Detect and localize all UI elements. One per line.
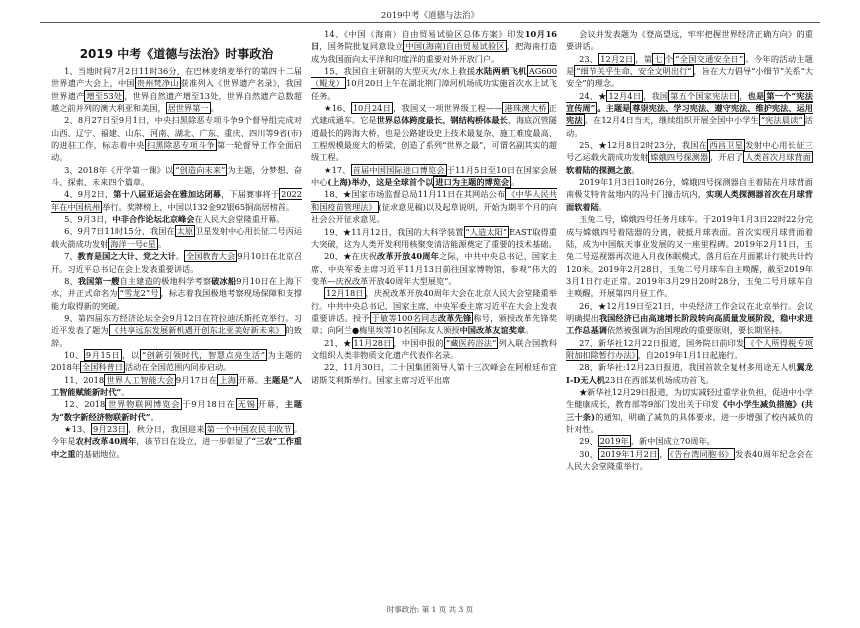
header-rule xyxy=(40,22,820,23)
boxed-term: 西昌卫星 xyxy=(709,140,744,151)
column-2-body xyxy=(311,28,557,386)
news-item: 30、 2019年1月2日 ， 《告台湾同胞书》 发表40周年纪念会在人民大会堂隆重举行。 xyxy=(566,448,813,472)
boxed-term: AG600（鲲龙） xyxy=(311,66,557,89)
news-item: ★13、 9月23日 ，秋分日，我国迎来 第一个中国农民丰收节 。今年是农村改革40周年，该节日在设立，进一步彰显了“三农”工作重中之重的基础地位。 xyxy=(51,423,302,459)
boxed-term: 七 xyxy=(654,53,663,64)
news-item: ★16、 10月24日 ，我国又一项世界级工程—— 港珠澳大桥 正式建成通车。它是世界总体跨度最长、钢结构桥体最长、海底沉管隧道最长的跨海大桥，也是公路建设史上技术最复杂、施工难度最高、工程规模最庞大的桥梁，创造了系列“世界之最”，可谓名副其实的超级工程。 xyxy=(311,103,557,163)
news-item: 11、2018 世界人工智能大会 9月17日在 上海 开幕。主题是“人工智能赋能新时代”。 xyxy=(51,374,302,397)
column-1-body xyxy=(51,65,302,460)
news-item: 21、★ 11月28日 ，中国申报的 “藏医药浴法” 列入联合国教科文组织人类非物质文化遗产代表作名录。 xyxy=(311,337,557,360)
news-item: 29、 2019年 ，新中国成立70周年。 xyxy=(579,436,715,447)
news-item: 玉兔二号，嫦娥四号任务月球车。于2019年1月3日22时22分完成与嫦娥四号着陆器的分离，驶抵月球表面。首次实现月球背面着陆，成为中国航天事业发展的又一座里程碑。2019年2月11日，玉兔二号巡视器再次进入月夜休眠模式，落月后在月面累计行驶共计约120米。2019年2月28日，玉兔二号月球车自主唤醒，截至2019年3月1日行走正常。2019年3月29日20时28分，玉兔二号月球车自主唤醒，开展第四月昼工作。 xyxy=(566,214,813,299)
news-item: 24、★ 12月4日 ，我国 第五个国家宪法日 ，也是 第一个“宪法宣传周” 。主题是 尊崇宪法、学习宪法、遵守宪法、维护宪法、运用宪法 。在12月4日当天，继续组织开展全国中小学生 “宪法晨读” 活动。 xyxy=(566,90,813,138)
boxed-term: 12月2日 xyxy=(600,53,634,64)
bold-term: “三农”工作重中之重 xyxy=(51,436,302,459)
news-item: 20、★在庆祝改革开放40周年之际，中共中央总书记、国家主席、中央军委主席习近平11月13日前往国家博物馆，参观“伟大的变革—庆祝改革开放40周年大型展览”。 xyxy=(311,251,557,286)
column-1 xyxy=(51,28,302,600)
boxed-term: 10月24日 xyxy=(352,103,392,114)
news-item: 15、我国自主研制的大型灭火/水上救援水陆两栖飞机 AG600（鲲龙） 10月20日上午在湖北荆门漳河机场成功实施首次水上试飞任务。 xyxy=(311,66,557,101)
bold-term: 也是 第一个“宪法宣传周” 。主题是 尊崇宪法、学习宪法、遵守宪法、维护宪法、运用宪法 xyxy=(566,90,813,126)
bold-term: 改革开放40周年 xyxy=(376,251,440,262)
boxed-term: 港珠澳大桥 xyxy=(504,103,547,114)
news-item: 14、《中国（海南）自由贸易试验区总体方案》印发10月16日，国务院批复同意设立 中国(海南)自由贸易试验区 ，把海南打造成为我国面向太平洋和印度洋的重要对外开放门户。 xyxy=(311,29,557,64)
boxed-term: 《告台湾同胞书》 xyxy=(669,448,734,459)
news-item: 23、 12月2日 ，第 七 个 “全国交通安全日” 。今年的活动主题是 “细节关乎生命、安全文明出行” ，旨在大力倡导“小细节”关系“大安全”的理念。 xyxy=(566,53,813,89)
news-item: 28、新华社:12月23日报道，我国首款全复材多用途无人机翼龙I-D无人机23日在西部某机场成功首飞。 xyxy=(566,362,813,385)
bold-term: (上海)举办，这是全球首个以 进口为主题的博览会 xyxy=(327,177,510,188)
bold-term: 中非合作论坛北京峰会 xyxy=(112,214,195,225)
boxed-term: “雪龙2”号 xyxy=(119,288,159,299)
boxed-term: 扫黑除恶专项斗争 xyxy=(146,140,216,151)
news-item: 25、★12月8日2时23分，我国在 西昌卫星 发射中心用长征三号乙运载火箭成功发射 嫦娥四号探测器 ，开启了 人类首次月球背面软着陆的探测之旅。 xyxy=(566,140,813,175)
boxed-term: 中国(海南)自由贸易试验区 xyxy=(405,41,505,52)
boxed-term: 于敏等100名同志改革先锋 xyxy=(371,312,472,323)
news-item: 5、9月3日，中非合作论坛北京峰会在人民大会堂隆重开幕。 xyxy=(64,214,285,225)
boxed-term: 上海 xyxy=(219,374,237,385)
news-item: ★新华社12月29日报道，为切实减轻过重学业负担，促进中小学生健康成长，教育部等9部门发出关于印发《中小学生减负措施》(共三十条)的通知，明确了减负的具体要求，进一步增强了校内减负的针对性。 xyxy=(566,386,813,434)
news-item: 4、9月2日，第十八届亚运会在雅加达闭幕，下届赛事将于 2022年在中国杭州 举行。奖牌榜上，中国以132金92银65铜高居榜首。 xyxy=(51,189,302,212)
boxed-term: 全国科普日 xyxy=(82,362,123,373)
boxed-term: 9月23日 xyxy=(93,423,127,434)
news-item: 会议并发表题为《登高望远，牢牢把握世界经济正确方向》的重要讲话。 xyxy=(566,29,813,52)
news-item: 1、当地时间7月2日11时36分，在巴林麦纳麦举行的第四十二届世界遗产大会上，中国 贵州梵净山 获准列入《世界遗产名录》，我国世界遗产 增至53处 ，世界自然遗产增至13处，世界自然遗产总数超越之前并列的澳大利亚和美国， 居世界第一 。 xyxy=(51,66,302,114)
boxed-term: 12月18日 xyxy=(326,288,364,299)
boxed-term: 无锡 xyxy=(237,399,256,410)
bold-term: 我国第一艘 xyxy=(77,275,120,286)
news-item: 26、★12月19日至21日，中央经济工作会议在北京举行。会议明确提出我国经济已由高速增长阶段转向高质量发展阶段，稳中求进工作总基调依然被强调为治国理政的重要原则，要长期坚持。 xyxy=(566,300,813,336)
boxed-term: “创新引领时代，智慧点亮生活” xyxy=(141,349,265,360)
boxed-term: 《个人所得税专项附加扣除暂行办法》 xyxy=(566,337,813,360)
bold-term: 改革先锋 xyxy=(437,312,472,323)
news-item: 9、第四届东方经济论坛全会9月12日在符拉迪沃斯托克举行。习近平发表了题为 《共享远东发展新机遇开创东北亚美好新未来》 的致辞。 xyxy=(51,312,302,348)
bold-term: 翼龙I-D无人机 xyxy=(566,362,813,385)
bold-term: 第十八届亚运会在雅加达闭幕 xyxy=(113,189,222,200)
boxed-term: 第一个中国农民丰收节 xyxy=(206,423,292,434)
boxed-term: 世界人工智能大会 xyxy=(106,374,174,385)
boxed-term: 居世界第一 xyxy=(167,103,209,114)
document-title: 2019 中考《道德与法治》时事政治 xyxy=(79,47,274,61)
news-item: 19、★11月12日，我国的大科学装置 “人造太阳” EAST取得重大突破，这为人类开发利用核聚变清洁能源奠定了重要的技术基础。 xyxy=(311,226,557,249)
boxed-term: 太原 xyxy=(176,226,194,237)
bold-term: 10月16日 xyxy=(311,29,557,52)
boxed-term: 贵州梵净山 xyxy=(136,78,179,89)
boxed-term: “全国交通安全日” xyxy=(675,53,744,64)
news-item: 7、教育是国之大计、党之大计。 全国教育大会 9月10日在北京召开。习近平总书记在会上发表重要讲话。 xyxy=(51,251,302,274)
boxed-term: 11月28日 xyxy=(353,337,392,348)
boxed-term: 海洋一号c星 xyxy=(110,238,156,249)
boxed-term: “宪法晨读” xyxy=(760,115,803,126)
boxed-term: “人造太阳” xyxy=(465,226,508,237)
boxed-term: “创造向未来” xyxy=(175,164,226,175)
news-item: 10、 9月15日 ，以 “创新引领时代，智慧点亮生活” 为主题的2018年 全国科普日 活动在全国范围内同步启动。 xyxy=(51,349,302,373)
column-2 xyxy=(311,28,557,600)
bold-term: 《中小学生减负措施》(共三十条) xyxy=(566,399,813,422)
news-item: 3、2018年《开学第一课》以 “创造向未来” 为主题，分梦想、奋斗、探索、未来四个篇章。 xyxy=(51,164,302,188)
boxed-term: 增至53处 xyxy=(86,90,123,101)
column-3-body xyxy=(566,28,813,472)
page-header: 2019中考《道德与法治》 xyxy=(380,11,480,21)
bold-term: 教育是国之大计、党之大计 xyxy=(77,251,176,262)
boxed-term: 进口为主题的博览会 xyxy=(435,177,510,188)
boxed-term: 首届中国国际进口博览会 xyxy=(352,164,445,175)
boxed-term: 2019年 xyxy=(599,436,629,447)
boxed-term: 世界物联网博览会 xyxy=(107,399,181,410)
news-item: 22、11月30日，二十国集团领导人第十三次峰会在阿根廷布宜诺斯艾利斯举行。国家主席习近平出席 xyxy=(311,362,557,385)
bold-term: 中国改革友谊奖章 xyxy=(459,325,526,336)
news-item: ★17、 首届中国国际进口博览会 于11月5日至10日在国家会展中心(上海)举办，这是全球首个以 进口为主题的博览会 。 xyxy=(311,164,557,188)
boxed-term: 《中华人民共和国疫苗管理法》 xyxy=(311,189,557,212)
bold-term: 水陆两栖飞机 xyxy=(475,66,527,77)
bold-term: 主题是“人工智能赋能新时代” xyxy=(51,374,302,397)
bold-term: 农村改革40周年 xyxy=(75,436,137,447)
boxed-term: 嫦娥四号探测器 xyxy=(650,152,709,163)
column-3 xyxy=(566,28,813,600)
news-item: 2019年1月3日10时26分，嫦娥四号探测器自主着陆在月球背面南极艾特肯盆地内的冯卡门撞击坑内，实现人类探测器首次在月球背面软着陆。 xyxy=(566,177,813,212)
bold-term: 我国经济已由高速增长阶段转向高质量发展阶段，稳中求进工作总基调 xyxy=(566,312,813,336)
boxed-term: 全国教育大会 xyxy=(186,251,236,262)
page-footer: 时事政治: 第 1 页 共 3 页 xyxy=(386,605,474,614)
news-item: 6、9月7日11时15分，我国在 太原 卫星发射中心用长征二号丙运载火箭成功发射 海洋一号c星 。 xyxy=(51,226,302,249)
news-item: 2、8月27日至9月1日，中央扫黑除恶专项斗争9个督导组完成对山西、辽宁、福建、山东、河南、湖北、广东、重庆、四川等9省(市)的进驻工作，标志着中央 扫黑除恶专项斗争 第一轮督导工作全面启动。 xyxy=(51,115,302,163)
bold-term: 世界总体跨度最长、钢结构桥体最长 xyxy=(376,115,508,126)
boxed-term: “细节关乎生命、安全文明出行” xyxy=(576,66,692,77)
bold-term: 实现人类探测器首次在月球背面软着陆 xyxy=(566,189,813,212)
news-item: 27、新华社12月22日报道，国务院日前印发 《个人所得税专项附加扣除暂行办法》 ，自2019年1月1日起施行。 xyxy=(566,337,813,360)
bold-term: 主题为“数字新经济物联新时代” xyxy=(51,399,302,422)
bold-term: 破冰船 xyxy=(211,275,237,286)
boxed-term: 《共享远东发展新机遇开创东北亚美好新未来》 xyxy=(110,325,284,336)
boxed-term: 2019年1月2日 xyxy=(600,448,658,459)
news-item: 8、我国第一艘自主建造的极地科学考察破冰船9月10日在上海下水，并正式命名为 “雪龙2”号 ，标志着我国极地考察现场保障和支撑能力取得新的突破。 xyxy=(51,275,302,311)
boxed-term: 人类首次月球背面 xyxy=(745,152,811,163)
bold-term: 软着陆的探测之旅 xyxy=(566,164,632,175)
boxed-term: 2022年在中国杭州 xyxy=(51,189,302,212)
news-item: 12月18日 ，庆祝改革开放40周年大会在北京人民大会堂隆重举行。中共中央总书记、国家主席、中央军委主席习近平在大会上发表重要讲话。授予 于敏等100名同志改革先锋 称号，颁授改革先锋奖章；向阿兰●梅里埃等10名国际友人颁授中国改革友谊奖章。 xyxy=(311,288,557,336)
boxed-term: “藏医药浴法” xyxy=(445,337,497,348)
news-item: 12、2018 世界物联网博览会 于9月18日在 无锡 开幕，主题为“数字新经济物联新时代”。 xyxy=(51,399,302,422)
boxed-term: 12月4日 xyxy=(608,90,642,101)
boxed-term: 9月15日 xyxy=(85,349,121,360)
boxed-term: 尊崇宪法、学习宪法、遵守宪法、维护宪法、运用宪法 xyxy=(566,103,813,126)
boxed-term: 第五个国家宪法日 xyxy=(670,90,738,101)
boxed-term: 第一个“宪法宣传周” xyxy=(566,90,813,114)
news-item: 18、★国家市场监督总局11月11日在其网站公布 《中华人民共和国疫苗管理法》 (征求意见稿)以及起草说明，开始为期半个月的向社会公开征求意见。 xyxy=(311,189,557,225)
